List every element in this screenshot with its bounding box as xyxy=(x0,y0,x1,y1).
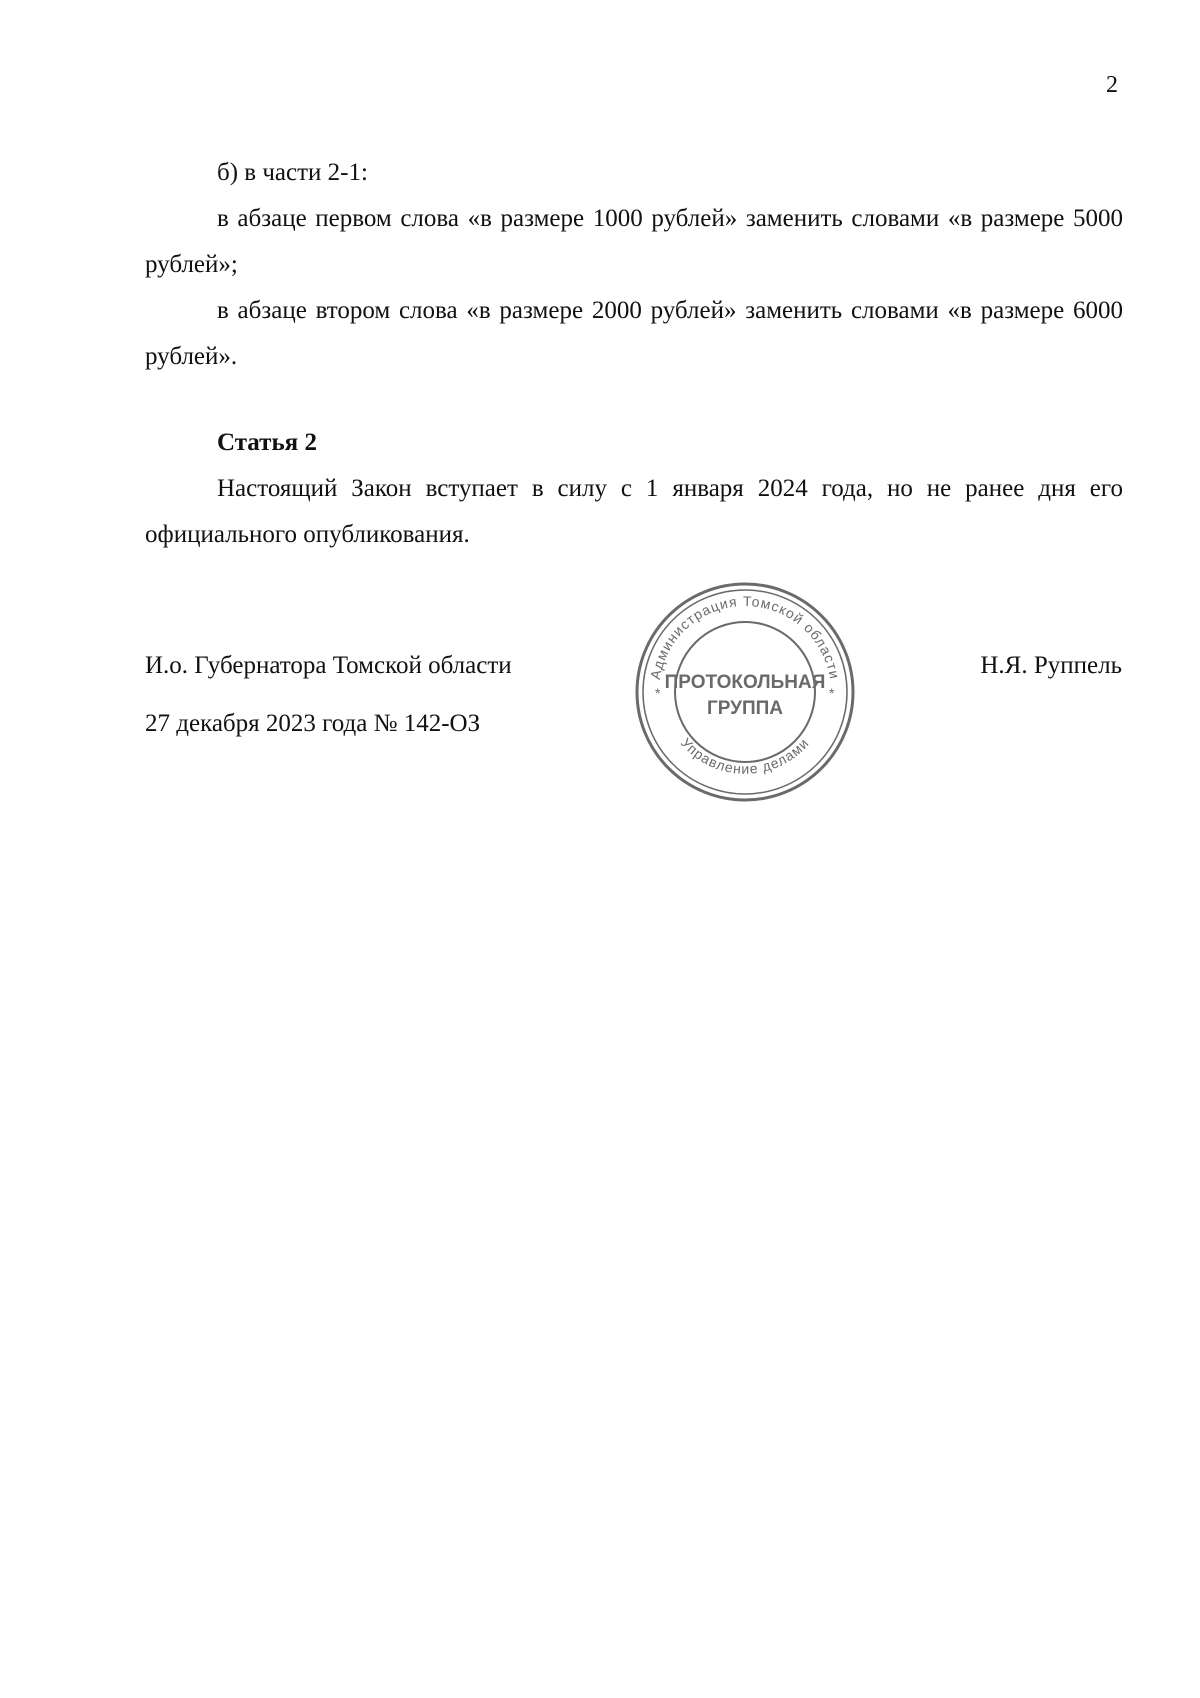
article-heading: Статья 2 xyxy=(217,429,317,456)
document-body xyxy=(145,150,1123,558)
svg-text:ГРУППА: ГРУППА xyxy=(706,698,784,719)
svg-text:*: * xyxy=(829,685,835,701)
svg-text:Управление делами: Управление делами xyxy=(677,734,813,777)
paragraph-second-abzats: в абзаце втором слова «в размере 2000 рублей» заменить словами «в размере 6000 рублей». xyxy=(145,297,1123,370)
svg-text:ПРОТОКОЛЬНАЯ: ПРОТОКОЛЬНАЯ xyxy=(664,672,826,693)
signatory-position: И.о. Губернатора Томской области xyxy=(145,652,512,679)
signatory-name: Н.Я. Руппель xyxy=(980,652,1122,679)
official-stamp xyxy=(633,580,857,804)
page-number: 2 xyxy=(1106,72,1118,98)
spacer xyxy=(145,380,1123,420)
paragraph-first-abzats: в абзаце первом слова «в размере 1000 рублей» заменить словами «в размере 5000 рублей»; xyxy=(145,205,1123,278)
article-text: Настоящий Закон вступает в силу с 1 января 2024 года, но не ранее дня его официального опубликования. xyxy=(145,475,1123,548)
law-date-number: 27 декабря 2023 года № 142-ОЗ xyxy=(145,710,481,737)
svg-text:Администрация Томской области: Администрация Томской области xyxy=(646,592,844,681)
paragraph-part-2-1: б) в части 2-1: xyxy=(217,159,368,186)
svg-text:*: * xyxy=(655,685,661,701)
stamp-seal-icon xyxy=(633,580,857,804)
